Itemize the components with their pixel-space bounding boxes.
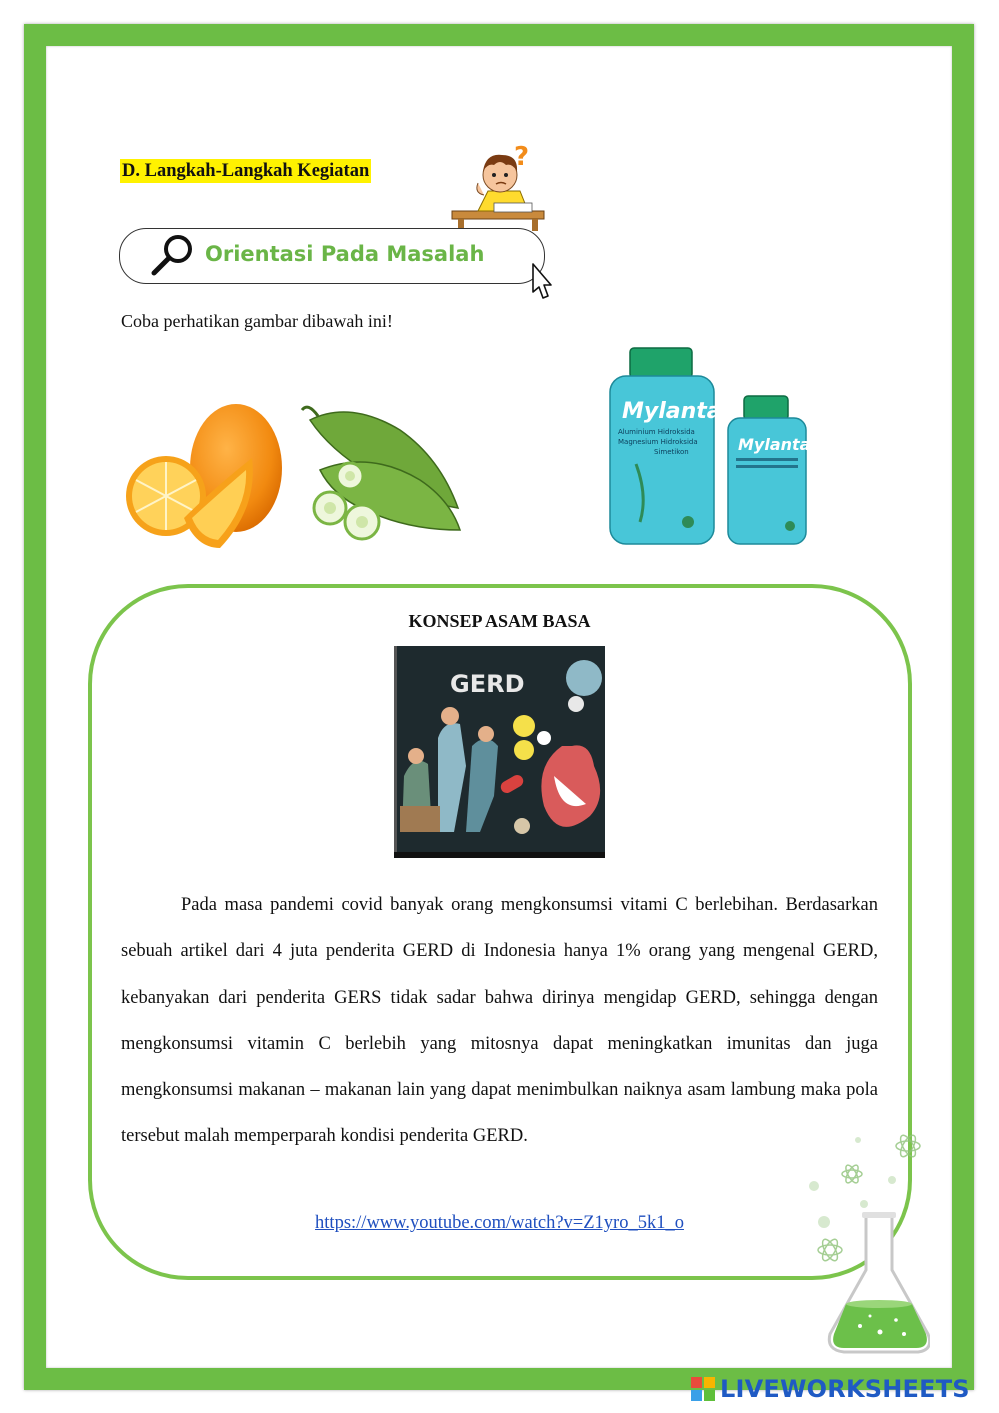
instruction-text: Coba perhatikan gambar dibawah ini! — [121, 311, 393, 331]
orange-image — [124, 398, 286, 554]
concept-paragraph — [121, 882, 878, 1160]
mylanta-ingredient-1: Aluminium Hidroksida — [618, 428, 695, 436]
mylanta-brand-small: Mylanta — [738, 435, 811, 454]
gerd-label: GERD — [450, 670, 525, 698]
liveworksheets-watermark — [690, 1372, 970, 1406]
liveworksheets-logo-icon — [690, 1376, 716, 1402]
youtube-link[interactable]: https://www.youtube.com/watch?v=Z1yro_5k1_o — [315, 1213, 684, 1233]
gerd-illustration — [394, 646, 605, 858]
mylanta-brand-large: Mylanta — [622, 399, 722, 424]
chemistry-flask-decoration — [800, 1120, 930, 1360]
orientation-label: Orientasi Pada Masalah — [205, 242, 485, 266]
mylanta-ingredient-2: Magnesium Hidroksida — [618, 438, 698, 446]
mylanta-bottles-image — [600, 346, 816, 558]
section-heading: D. Langkah-Langkah Kegiatan — [122, 161, 370, 181]
concept-title: KONSEP ASAM BASA — [408, 611, 591, 631]
svg-text:?: ? — [514, 143, 530, 172]
concept-paragraph-text: Pada masa pandemi covid banyak orang mengkonsumsi vitami C berlebihan. Berdasarkan sebuah artikel dari 4 juta penderita GERD di Indonesia hanya 1% orang yang mengenal GERD, kebanyakan dari penderita GERS tidak sadar bahwa dirinya mengidap GERD, sehingga dengan mengkonsumsi vitamin C berlebih yang mitosnya dapat meningkatkan imunitas dan juga mengkonsumsi makanan – makanan lain yang dapat menimbulkan naiknya asam lambung maka pola tersebut malah memperparah kondisi penderita GERD. — [121, 895, 878, 1147]
cursor-pointer-icon — [529, 262, 553, 302]
thinking-student-image — [448, 143, 548, 231]
magnifier-icon — [148, 232, 196, 278]
liveworksheets-text: LIVEWORKSHEETS — [720, 1375, 970, 1403]
mylanta-ingredient-3: Simetikon — [654, 448, 689, 456]
bitter-melon-image — [290, 380, 462, 554]
